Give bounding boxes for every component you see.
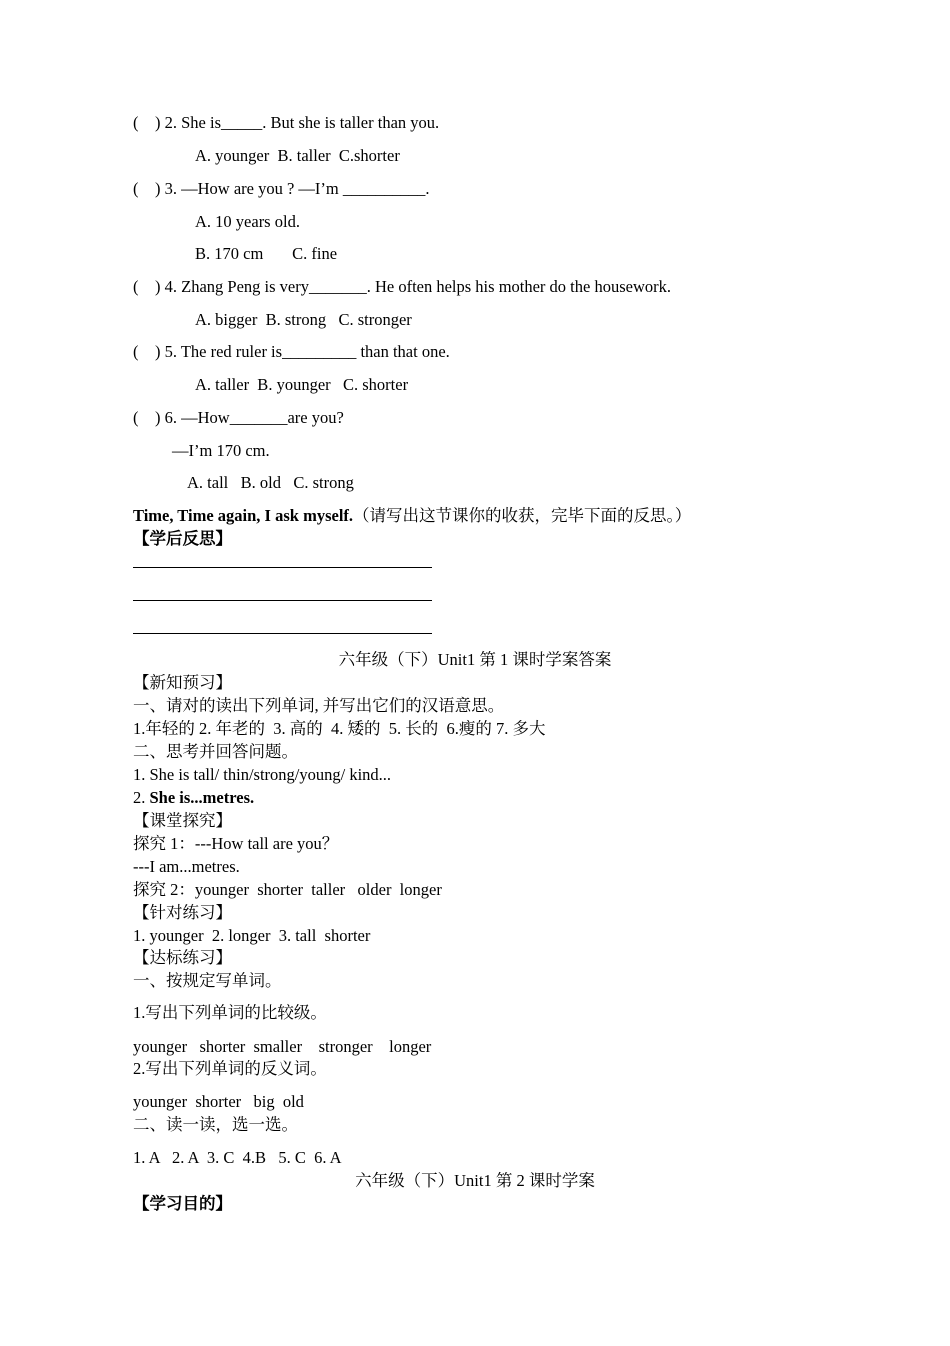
standard-2-answers: 1. A 2. A 3. C 4.B 5. C 6. A [133,1148,342,1167]
question-5-options: A. taller B. younger C. shorter [195,375,409,394]
standard-1: 一、按规定写单词。 [133,971,282,990]
reflection-line-3 [133,633,432,634]
standard-2: 二、读一读，选一选。 [133,1115,298,1134]
preview-2-answer-2-num: 2. [133,788,150,807]
next-lesson-title: 六年级（下）Unit1 第 2 课时学案 [355,1171,595,1190]
preview-2-answer-1: 1. She is tall/ thin/strong/young/ kind... [133,765,392,784]
question-6-options: A. tall B. old C. strong [187,473,354,492]
question-5: ( ) 5. The red ruler is_________ than that one. [133,342,450,361]
preview-2: 二、思考并回答问题。 [133,742,298,761]
explore-1-reply: ---I am...metres. [133,857,240,876]
preview-2-answer-2-text: She is...metres. [149,788,255,807]
question-4: ( ) 4. Zhang Peng is very_______. He often helps his mother do the housework. [133,277,671,296]
reflection-prompt-cn: （请写出这节课你的收获，完毕下面的反思。） [353,506,692,525]
question-2-options: A. younger B. taller C.shorter [195,146,400,165]
question-2: ( ) 2. She is_____. But she is taller than you. [133,113,440,132]
reflection-heading: 【学后反思】 [133,529,232,548]
reflection-prompt [133,506,691,526]
preview-1-answers: 1.年轻的 2. 年老的 3. 高的 4. 矮的 5. 长的 6.瘦的 7. 多大 [133,719,546,738]
section-standard: 【达标练习】 [133,948,232,967]
question-3: ( ) 3. —How are you ? —I’m __________. [133,179,430,198]
question-3-option-a: A. 10 years old. [195,212,300,231]
question-6: ( ) 6. —How_______are you? [133,408,344,427]
section-practice: 【针对练习】 [133,903,232,922]
standard-1-sub1-answers: younger shorter smaller stronger longer [133,1037,432,1056]
standard-1-sub1: 1.写出下列单词的比较级。 [133,1003,327,1022]
answers-title: 六年级（下）Unit1 第 1 课时学案答案 [338,650,612,669]
question-6-reply: —I’m 170 cm. [172,441,270,460]
reflection-prompt-bold: Time, Time again, I ask myself. [133,506,354,525]
preview-1: 一、请对的读出下列单词, 并写出它们的汉语意思。 [133,696,505,715]
standard-1-sub2-answers: younger shorter big old [133,1092,304,1111]
section-explore: 【课堂探究】 [133,811,232,830]
preview-2-answer-2 [133,788,254,808]
explore-2: 探究 2：younger shorter taller older longer [133,880,442,899]
practice-answers: 1. younger 2. longer 3. tall shorter [133,926,371,945]
reflection-line-2 [133,600,432,601]
next-lesson-heading: 【学习目的】 [133,1194,232,1213]
question-4-options: A. bigger B. strong C. stronger [195,310,412,329]
explore-1: 探究 1：---How tall are you？ [133,834,339,853]
reflection-line-1 [133,567,432,568]
standard-1-sub2: 2.写出下列单词的反义词。 [133,1059,327,1078]
section-preview: 【新知预习】 [133,673,232,692]
question-3-options-bc: B. 170 cm C. fine [195,244,338,263]
